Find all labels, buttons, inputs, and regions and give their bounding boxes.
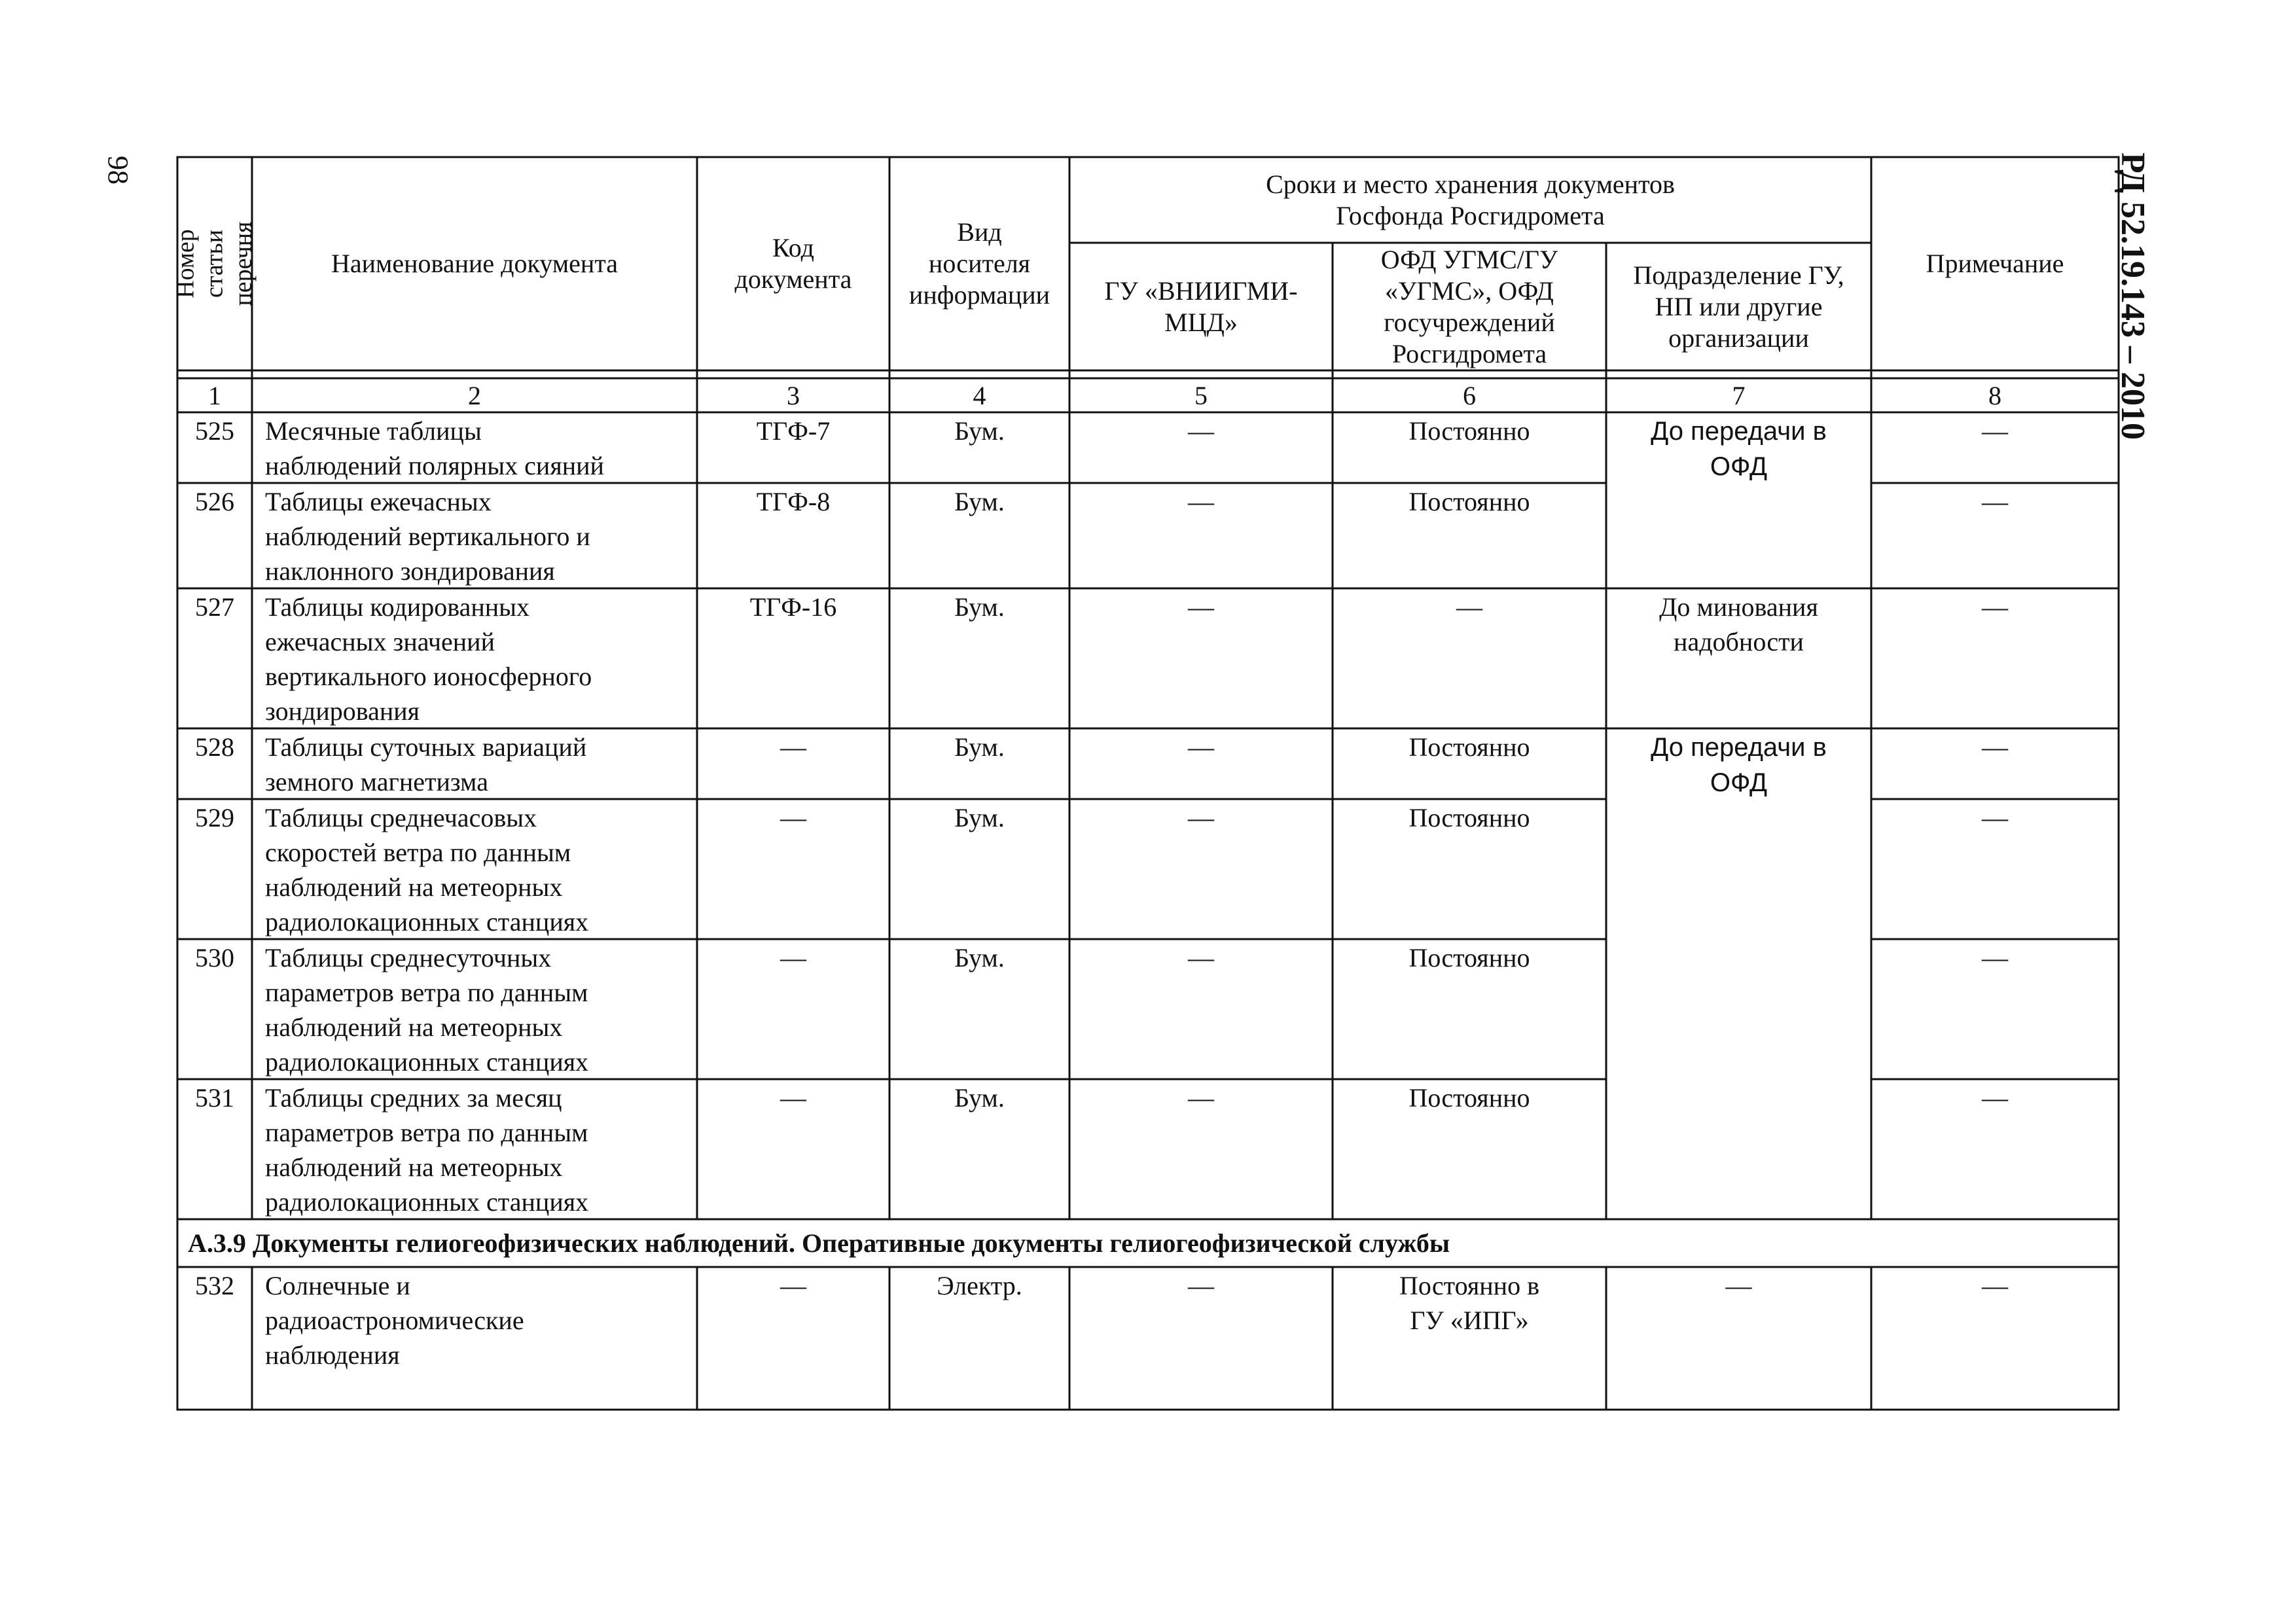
document-name: Солнечные и радиоастрономические наблюдения <box>265 1271 524 1370</box>
row-number: 531 <box>195 1083 234 1113</box>
ofd-storage: Постоянно <box>1408 732 1530 762</box>
note: — <box>1982 732 2008 762</box>
department-storage: — <box>1725 1271 1752 1300</box>
document-code: ТГФ-8 <box>756 487 831 516</box>
column-number: 6 <box>1463 380 1476 410</box>
header-col-number <box>172 158 257 369</box>
row-number: 525 <box>195 416 234 446</box>
header-col-ofd: ОФД УГМС/ГУ «УГМС», ОФД госучреждений Росгидромета <box>1380 244 1558 368</box>
vniigmi-storage: — <box>1188 943 1214 972</box>
note: — <box>1982 1271 2008 1300</box>
row-number: 527 <box>195 592 234 622</box>
department-storage: До передачи в ОФД <box>1651 417 1827 481</box>
header-col-number-label: Номер статьи перечня <box>172 221 257 306</box>
row-number: 528 <box>195 732 234 762</box>
media-type: Бум. <box>954 416 1005 446</box>
media-type: Бум. <box>954 732 1005 762</box>
ofd-storage: Постоянно <box>1408 803 1530 832</box>
header-col-vniigmi: ГУ «ВНИИГМИ- МЦД» <box>1104 276 1298 337</box>
column-number: 7 <box>1732 380 1746 410</box>
header-col-note: Примечание <box>1926 249 2064 278</box>
document-name: Таблицы суточных вариаций земного магнетизма <box>265 732 587 796</box>
column-number: 3 <box>787 380 800 410</box>
note: — <box>1982 803 2008 832</box>
row-number: 526 <box>195 487 234 516</box>
column-number: 4 <box>973 380 986 410</box>
vniigmi-storage: — <box>1188 592 1214 622</box>
column-number: 5 <box>1194 380 1208 410</box>
media-type: Электр. <box>937 1271 1022 1300</box>
note: — <box>1982 943 2008 972</box>
document-code: ТГФ-16 <box>749 592 837 622</box>
ofd-storage: Постоянно в ГУ «ИПГ» <box>1399 1271 1539 1335</box>
vniigmi-storage: — <box>1188 803 1214 832</box>
media-type: Бум. <box>954 487 1005 516</box>
note: — <box>1982 592 2008 622</box>
vniigmi-storage: — <box>1188 1083 1214 1113</box>
document-code: — <box>780 803 806 832</box>
media-type: Бум. <box>954 1083 1005 1113</box>
media-type: Бум. <box>954 943 1005 972</box>
ofd-storage: Постоянно <box>1408 487 1530 516</box>
document-code: — <box>780 1271 806 1300</box>
page-number: 98 <box>102 156 134 185</box>
column-number: 2 <box>468 380 481 410</box>
ofd-storage: — <box>1456 592 1482 622</box>
row-number: 532 <box>195 1271 234 1300</box>
document-name: Месячные таблицы наблюдений полярных сияний <box>265 416 604 480</box>
document-code: — <box>780 732 806 762</box>
column-number: 1 <box>208 380 221 410</box>
document-code: РД 52.19.143 – 2010 <box>2114 152 2151 440</box>
header-storage-group: Сроки и место хранения документов Госфонда Росгидромета <box>1266 169 1675 230</box>
note: — <box>1982 1083 2008 1113</box>
document-name: Таблицы средних за месяц параметров ветра по данным наблюдений на метеорных радиолокационных станциях <box>265 1083 589 1217</box>
media-type: Бум. <box>954 803 1005 832</box>
section-heading: А.3.9 Документы гелиогеофизических наблюдений. Оперативные документы гелиогеофизической службы <box>188 1228 1450 1258</box>
vniigmi-storage: — <box>1188 487 1214 516</box>
row-number: 530 <box>195 943 234 972</box>
ofd-storage: Постоянно <box>1408 1083 1530 1113</box>
vniigmi-storage: — <box>1188 732 1214 762</box>
media-type: Бум. <box>954 592 1005 622</box>
ofd-storage: Постоянно <box>1408 943 1530 972</box>
document-code: — <box>780 1083 806 1113</box>
document-code: — <box>780 943 806 972</box>
vniigmi-storage: — <box>1188 416 1214 446</box>
header-col-media: Вид носителя информации <box>908 217 1050 310</box>
header-col-code: Код документа <box>734 233 852 294</box>
document-name: Таблицы среднесуточных параметров ветра по данным наблюдений на метеорных радиолокационных станциях <box>265 943 589 1077</box>
column-number: 8 <box>1988 380 2001 410</box>
department-storage: До минования надобности <box>1659 592 1818 656</box>
document-name: Таблицы ежечасных наблюдений вертикального и наклонного зондирования <box>265 487 590 586</box>
vniigmi-storage: — <box>1188 1271 1214 1300</box>
note: — <box>1982 487 2008 516</box>
document-name: Таблицы кодированных ежечасных значений вертикального ионосферного зондирования <box>265 592 592 726</box>
header-col-department: Подразделение ГУ, НП или другие организации <box>1633 260 1844 353</box>
row-number: 529 <box>195 803 234 832</box>
header-col-name: Наименование документа <box>331 249 619 278</box>
note: — <box>1982 416 2008 446</box>
ofd-storage: Постоянно <box>1408 416 1530 446</box>
department-storage: До передачи в ОФД <box>1651 733 1827 797</box>
document-name: Таблицы среднечасовых скоростей ветра по данным наблюдений на метеорных радиолокационных станциях <box>265 803 589 936</box>
document-code: ТГФ-7 <box>756 416 831 446</box>
